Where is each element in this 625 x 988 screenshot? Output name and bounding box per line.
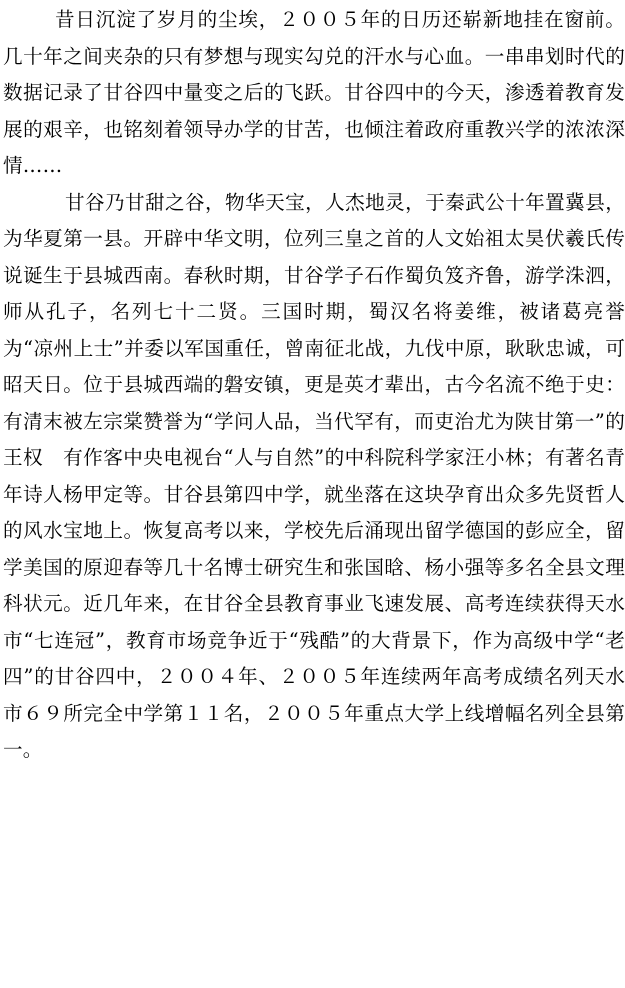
paragraph-intro: 昔日沉淀了岁月的尘埃，２００５年的日历还崭新地挂在窗前。几十年之间夹杂的只有梦想与现实勾兑的汗水与心血。一串串划时代的数据记录了甘谷四中量变之后的飞跃。甘谷四中的今天，渗透着教育发展的艰辛，也铭刻着领导办学的甘苦，也倾注着政府重教兴学的浓浓深情…… [3, 8, 625, 177]
paragraph-history: 甘谷乃甘甜之谷，物华天宝，人杰地灵，于秦武公十年置冀县，为华夏第一县。开辟中华文明，位列三皇之首的人文始祖太昊伏羲氏传说诞生于县城西南。春秋时期，甘谷学子石作蜀负笈齐鲁，游学洙泗，师从孔子，名列七十二贤。三国时期，蜀汉名将姜维，被诸葛亮誉为“凉州上士”并委以军国重任，曾南征北战，九伐中原，耿耿忠诚，可昭天日。位于县城西端的磐安镇，更是英才辈出，古今名流不绝于史：有清末被左宗棠赞誉为“学问人品，当代罕有，而吏治尤为陕甘第一”的王权 有作客中央电视台“人与自然”的中科院科学家汪小林；有著名青年诗人杨甲定等。甘谷县第四中学，就坐落在这块孕育出众多先贤哲人的风水宝地上。恢复高考以来，学校先后涌现出留学德国的彭应全，留学美国的原迎春等几十名博士研究生和张国晗、杨小强等多名全县文理科状元。近几年来，在甘谷全县教育事业飞速发展、高考连续获得天水市“七连冠”，教育市场竞争近于“残酷”的大背景下，作为高级中学“老四”的甘谷四中，２００４年、２００５年连续两年高考成绩名列天水市６９所完全中学第１１名，２００５年重点大学上线增幅名列全县第一。 [3, 190, 625, 761]
